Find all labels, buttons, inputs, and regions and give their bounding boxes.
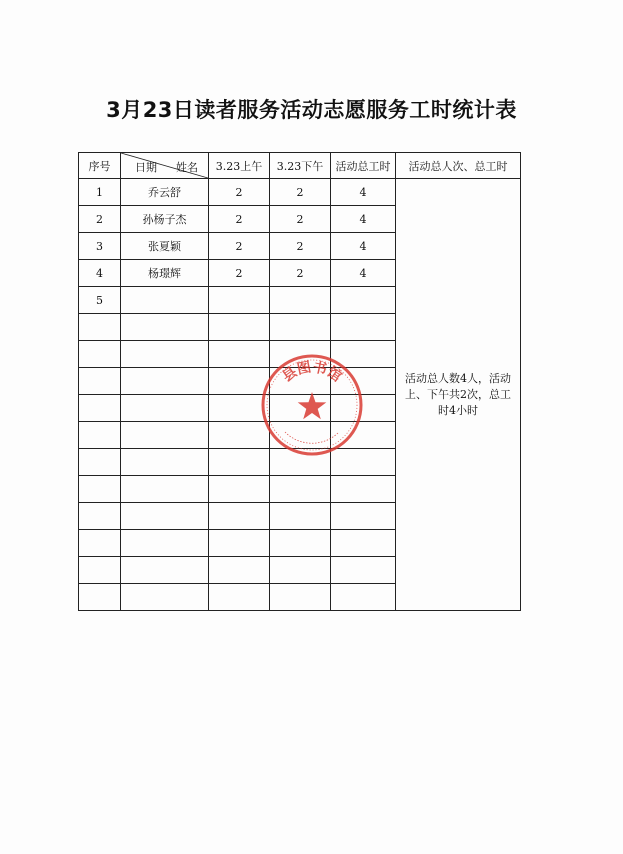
cell-total: 4 — [331, 179, 396, 206]
cell-afternoon — [270, 503, 331, 530]
cell-afternoon — [270, 557, 331, 584]
cell-name: 杨璟辉 — [121, 260, 209, 287]
cell-morning — [209, 503, 270, 530]
cell-total — [331, 395, 396, 422]
cell-afternoon — [270, 449, 331, 476]
table-row — [79, 179, 521, 206]
cell-seq — [79, 476, 121, 503]
cell-morning: 2 — [209, 233, 270, 260]
cell-seq — [79, 395, 121, 422]
cell-seq — [79, 503, 121, 530]
cell-seq: 3 — [79, 233, 121, 260]
cell-afternoon: 2 — [270, 206, 331, 233]
cell-seq — [79, 557, 121, 584]
cell-total — [331, 584, 396, 611]
cell-seq: 2 — [79, 206, 121, 233]
cell-total: 4 — [331, 233, 396, 260]
cell-afternoon — [270, 395, 331, 422]
cell-morning — [209, 341, 270, 368]
header-name: 姓名 — [176, 161, 198, 174]
header-afternoon: 3.23下午 — [270, 153, 331, 179]
header-date-name — [121, 153, 209, 179]
cell-seq — [79, 584, 121, 611]
cell-seq — [79, 449, 121, 476]
cell-total — [331, 368, 396, 395]
cell-name — [121, 395, 209, 422]
cell-afternoon — [270, 584, 331, 611]
cell-morning — [209, 287, 270, 314]
cell-afternoon — [270, 368, 331, 395]
cell-morning: 2 — [209, 260, 270, 287]
cell-total: 4 — [331, 206, 396, 233]
cell-afternoon — [270, 287, 331, 314]
header-seq: 序号 — [79, 153, 121, 179]
header-morning: 3.23上午 — [209, 153, 270, 179]
cell-seq — [79, 314, 121, 341]
cell-total — [331, 422, 396, 449]
summary-cell: 活动总人数4人，活动上、下午共2次，总工时4小时 — [396, 179, 521, 611]
cell-afternoon: 2 — [270, 233, 331, 260]
cell-name: 张夏颖 — [121, 233, 209, 260]
cell-name — [121, 530, 209, 557]
cell-morning: 2 — [209, 179, 270, 206]
seal-text: 县图书馆 — [279, 359, 345, 386]
cell-total — [331, 449, 396, 476]
header-summary: 活动总人次、总工时 — [396, 153, 521, 179]
cell-total — [331, 314, 396, 341]
cell-afternoon — [270, 314, 331, 341]
header-date: 日期 — [135, 161, 157, 174]
cell-name — [121, 341, 209, 368]
cell-total — [331, 503, 396, 530]
cell-name — [121, 422, 209, 449]
cell-afternoon — [270, 422, 331, 449]
cell-afternoon — [270, 341, 331, 368]
cell-morning — [209, 584, 270, 611]
cell-total — [331, 557, 396, 584]
cell-total — [331, 341, 396, 368]
cell-morning: 2 — [209, 206, 270, 233]
cell-morning — [209, 422, 270, 449]
cell-name — [121, 368, 209, 395]
cell-morning — [209, 530, 270, 557]
cell-morning — [209, 314, 270, 341]
header-total-hours: 活动总工时 — [331, 153, 396, 179]
cell-afternoon: 2 — [270, 260, 331, 287]
cell-seq — [79, 368, 121, 395]
cell-afternoon — [270, 476, 331, 503]
cell-seq: 4 — [79, 260, 121, 287]
hours-table — [78, 152, 521, 611]
cell-morning — [209, 476, 270, 503]
cell-name — [121, 314, 209, 341]
cell-name — [121, 557, 209, 584]
cell-total — [331, 530, 396, 557]
cell-name — [121, 584, 209, 611]
cell-seq — [79, 341, 121, 368]
cell-seq: 5 — [79, 287, 121, 314]
cell-name — [121, 476, 209, 503]
cell-name — [121, 503, 209, 530]
table-header-row — [79, 153, 521, 179]
cell-name — [121, 449, 209, 476]
cell-morning — [209, 368, 270, 395]
cell-total: 4 — [331, 260, 396, 287]
document-title: 3月23日读者服务活动志愿服务工时统计表 — [106, 98, 517, 122]
cell-name: 乔云舒 — [121, 179, 209, 206]
cell-name — [121, 287, 209, 314]
cell-total — [331, 476, 396, 503]
cell-seq: 1 — [79, 179, 121, 206]
cell-name: 孙杨子杰 — [121, 206, 209, 233]
cell-total — [331, 287, 396, 314]
cell-seq — [79, 530, 121, 557]
cell-afternoon: 2 — [270, 179, 331, 206]
cell-morning — [209, 395, 270, 422]
cell-seq — [79, 422, 121, 449]
cell-afternoon — [270, 530, 331, 557]
cell-morning — [209, 557, 270, 584]
cell-morning — [209, 449, 270, 476]
